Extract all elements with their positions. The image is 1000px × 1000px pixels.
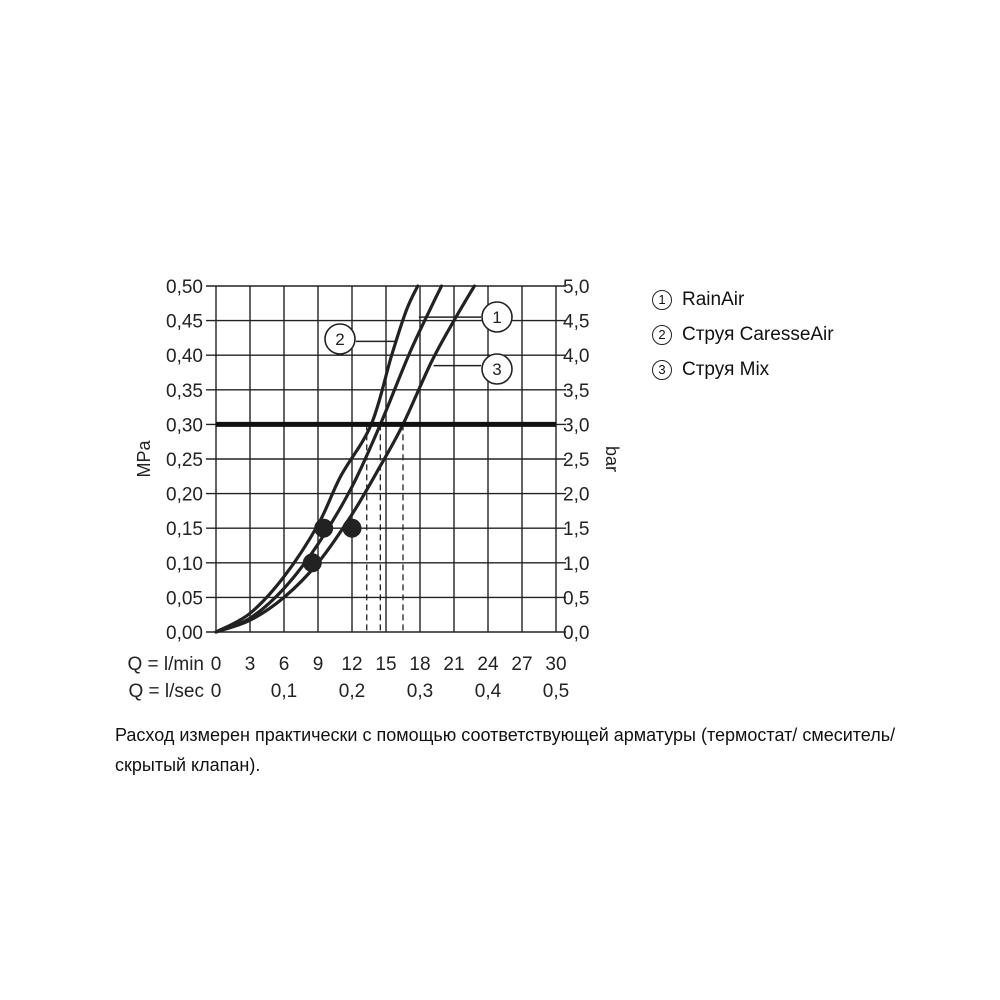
y-tick-label: 0,20 <box>166 484 203 506</box>
legend <box>652 282 952 387</box>
callout-number: 2 <box>335 330 345 349</box>
y-axis-title: MPa <box>134 440 154 478</box>
data-dot <box>343 519 362 538</box>
x2-tick-label: 0,5 <box>542 681 570 702</box>
y2-tick-label: 2,0 <box>563 484 590 506</box>
y2-tick-label: 1,5 <box>563 519 590 541</box>
y2-tick-label: 2,5 <box>563 450 590 471</box>
y-tick-label: 0,40 <box>166 346 203 368</box>
legend-marker: 1 <box>652 290 672 310</box>
legend-marker: 3 <box>652 360 672 380</box>
x-axis-title: Q = l/min <box>127 654 204 675</box>
y-tick-label: 0,35 <box>166 380 203 402</box>
legend-item <box>652 282 952 317</box>
x2-tick-label: 0,1 <box>270 681 298 702</box>
y2-tick-label: 3,5 <box>563 380 590 402</box>
y2-axis-title: bar <box>602 445 622 473</box>
x-tick-label: 3 <box>244 654 256 675</box>
y-tick-label: 0,30 <box>166 415 203 437</box>
x-tick-label: 30 <box>545 654 567 675</box>
data-dot <box>303 553 322 572</box>
y-tick-label: 0,00 <box>166 623 203 644</box>
x2-tick-label: 0,4 <box>474 681 502 702</box>
x2-axis-title: Q = l/sec <box>128 681 204 702</box>
y2-tick-label: 5,0 <box>563 277 590 298</box>
legend-item <box>652 352 952 387</box>
x-tick-label: 24 <box>477 654 499 675</box>
legend-label: Струя Mix <box>682 358 770 380</box>
y2-tick-label: 4,0 <box>563 346 590 368</box>
y2-tick-label: 1,0 <box>563 553 590 575</box>
x2-tick-label: 0,2 <box>338 681 366 702</box>
y-tick-label: 0,15 <box>166 519 203 541</box>
y-tick-label: 0,50 <box>166 277 203 298</box>
x-tick-label: 27 <box>511 654 533 675</box>
callout-number: 3 <box>492 360 502 379</box>
y2-tick-label: 0,0 <box>563 623 590 644</box>
legend-item <box>652 317 952 352</box>
x2-tick-label: 0,3 <box>406 681 434 702</box>
x-tick-label: 21 <box>443 654 465 675</box>
y2-tick-label: 3,0 <box>563 415 590 437</box>
data-dot <box>314 519 333 538</box>
legend-label: Струя CaresseAir <box>682 323 834 345</box>
x-tick-label: 0 <box>210 654 222 675</box>
y2-tick-label: 0,5 <box>563 588 590 610</box>
x-tick-label: 15 <box>375 654 397 675</box>
legend-marker: 2 <box>652 325 672 345</box>
x2-tick-label: 0 <box>210 681 222 702</box>
legend-label: RainAir <box>682 288 745 310</box>
y-tick-label: 0,05 <box>166 588 203 610</box>
y-tick-label: 0,10 <box>166 553 203 575</box>
callouts <box>325 302 512 384</box>
footnote: Расход измерен практически с помощью соответствующей арматуры (термостат/ смеситель/скрытый клапан). <box>115 725 896 775</box>
callout-number: 1 <box>492 308 502 327</box>
x-tick-label: 9 <box>312 654 324 675</box>
x-tick-label: 6 <box>278 654 290 675</box>
y2-tick-label: 4,5 <box>563 311 590 333</box>
y-tick-label: 0,45 <box>166 311 203 333</box>
x-tick-label: 18 <box>409 654 431 675</box>
x-tick-label: 12 <box>341 654 363 675</box>
y-tick-label: 0,25 <box>166 450 203 471</box>
